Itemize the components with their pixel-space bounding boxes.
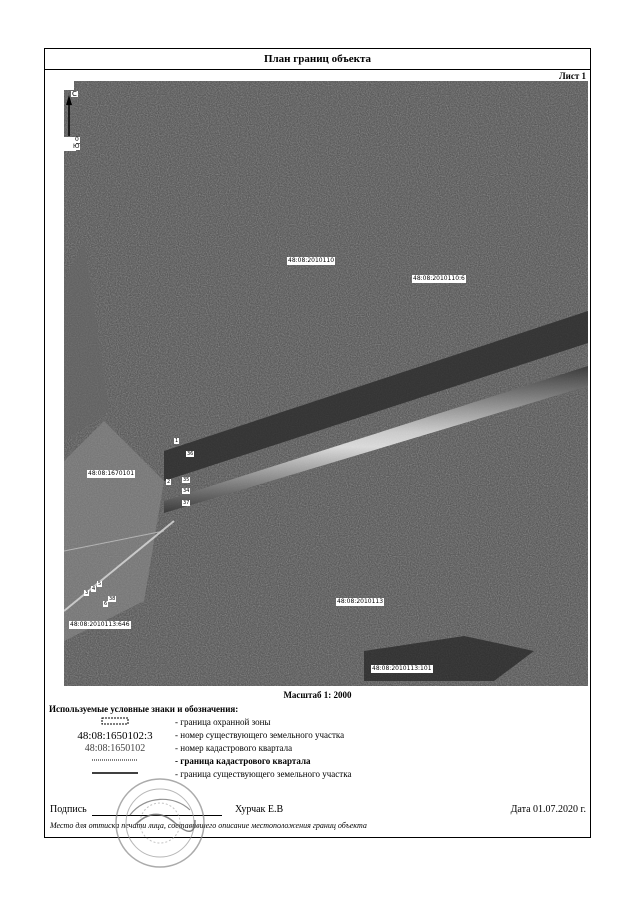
point-label: 38 <box>109 596 116 602</box>
point-label: 36 <box>187 451 194 457</box>
document-frame <box>44 48 591 838</box>
legend-text: - номер существующего земельного участка <box>175 730 345 740</box>
stamp-seal-icon <box>105 775 215 870</box>
map-scale: Масштаб 1: 2000 <box>283 690 352 700</box>
quarter-boundary-icon <box>90 756 140 764</box>
point-label: 3 <box>85 590 89 596</box>
legend-row <box>45 756 590 768</box>
map-label: 48:08:2010113 <box>337 598 384 605</box>
legend-row <box>45 730 590 742</box>
legend-text: - граница существующего земельного участка <box>175 769 352 779</box>
sheet-number: Лист 1 <box>558 71 586 81</box>
legend-symbol-text: 48:08:1650102:3 <box>77 730 153 742</box>
point-label: 34 <box>183 488 190 494</box>
point-label: 1 <box>175 438 179 444</box>
legend-symbol-text: 48:08:1650102 <box>84 743 146 754</box>
legend-text: - граница охранной зоны <box>175 717 271 727</box>
compass-north-label: С <box>72 90 77 98</box>
map-imagery <box>64 81 588 686</box>
compass-south-label: Ю <box>73 143 80 150</box>
map-label: 48:08:1670101 <box>88 470 135 477</box>
map-label: 48:08:2010113:101 <box>372 665 432 672</box>
legend-symbol-line <box>75 756 155 766</box>
page-title: План границ объекта <box>45 49 590 70</box>
stamp-note: Место для оттиска печати лица, составившего описание местоположения границ объекта <box>50 821 367 830</box>
map-label: 48:08:2010110 <box>288 257 335 264</box>
legend-row <box>45 717 590 729</box>
point-label: 2 <box>167 479 171 485</box>
legend-row <box>45 743 590 755</box>
signature-label: Подпись <box>50 804 87 815</box>
legend-symbol-dashed-box <box>75 717 155 727</box>
map-label: 48:08:2010110:6 <box>413 275 465 282</box>
signer-name: Хурчак Е.В <box>235 804 284 815</box>
point-label: 4 <box>92 586 96 592</box>
compass-zero-label: 0 <box>75 136 79 143</box>
point-label: 35 <box>183 477 190 483</box>
point-label: 6 <box>104 601 108 607</box>
satellite-map <box>64 81 588 686</box>
point-label: 37 <box>183 500 190 506</box>
map-label: 48:08:2010113:646 <box>70 621 130 628</box>
legend-title: Используемые условные знаки и обозначения: <box>49 704 239 714</box>
point-label: 5 <box>98 581 102 587</box>
signature-date: Дата 01.07.2020 г. <box>510 804 586 815</box>
protection-zone-icon <box>100 717 130 725</box>
legend-text: - номер кадастрового квартала <box>175 743 293 753</box>
legend-text: - граница кадастрового квартала <box>175 756 311 766</box>
